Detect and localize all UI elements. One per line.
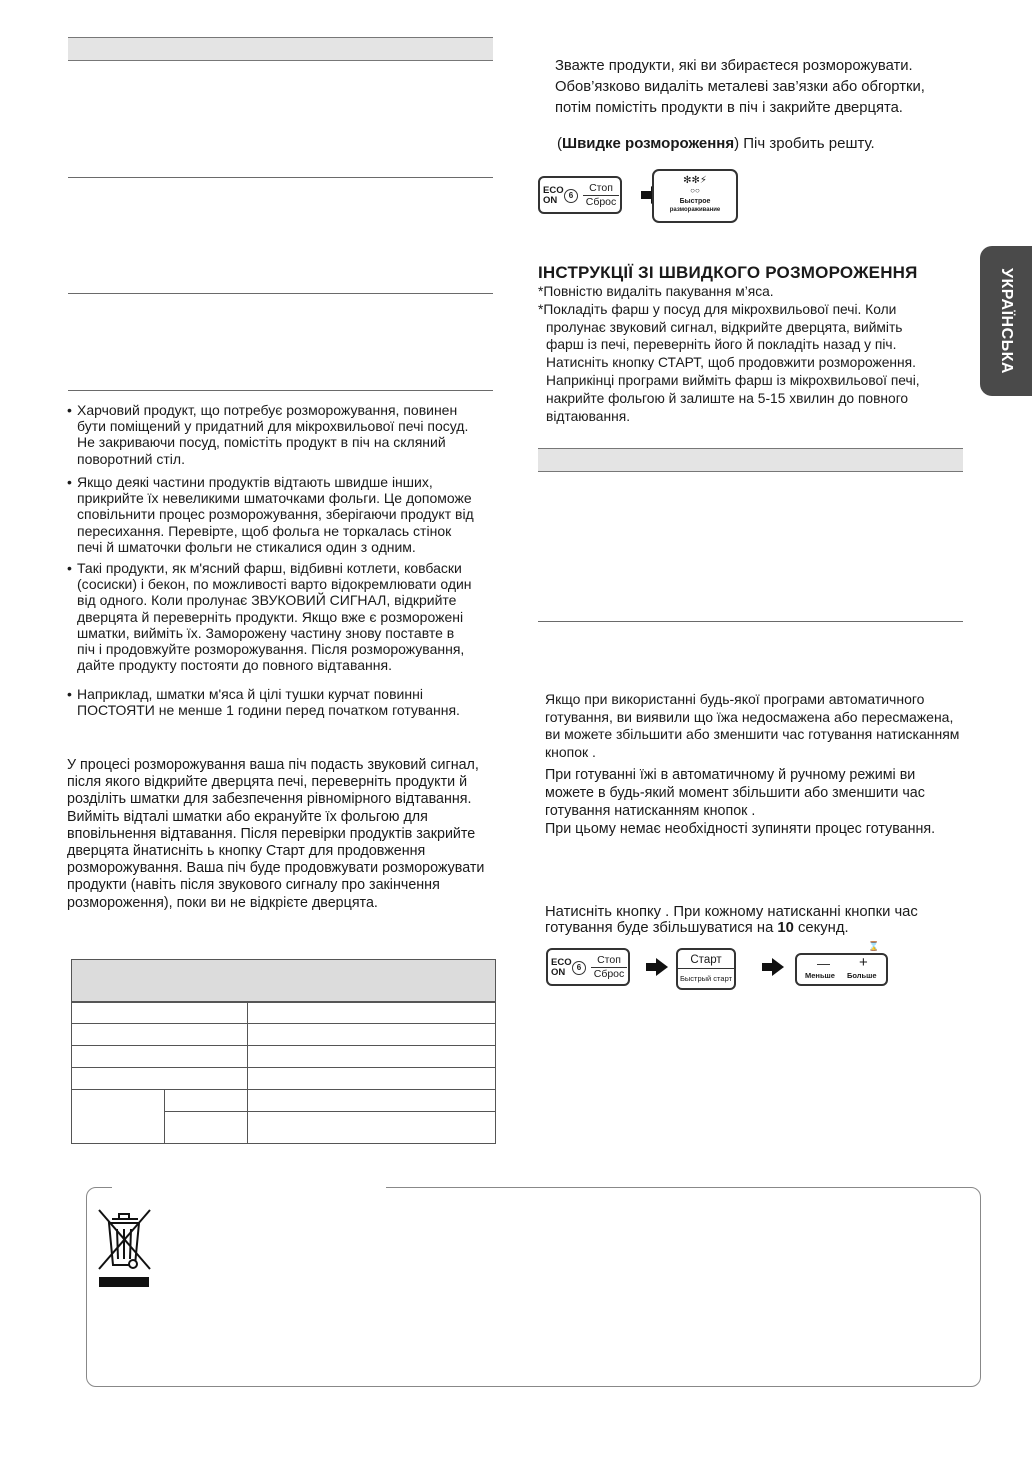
no-stop-note: При цьому немає необхідності зупиняти процес готування. [545, 821, 936, 837]
intro-paragraph [555, 56, 925, 119]
tip-line: піч і продовжуйте розморожування. Після розморожування, [77, 641, 465, 658]
instruction-line: *Повністю видаліть пакування м’яса. [538, 284, 774, 299]
tip-line: печі й шматочки фольги не стикалися один з одним. [77, 538, 416, 555]
eco-label: ECO ON [543, 185, 564, 206]
paragraph-line: продукти (навіть після звукового сигналу про закінчення [67, 877, 440, 894]
stop-reset-label: Стоп Сброс [591, 954, 627, 980]
tip-line: дверцята й переверніть продукти. Якщо вже є розморожені [77, 608, 464, 625]
quick-defrost-line [557, 135, 875, 152]
paragraph-line: При готуванні їжі в автоматичному й ручному режимі ви [545, 767, 916, 783]
table-row [72, 1046, 496, 1068]
table-row [72, 1068, 496, 1090]
disposal-notice-box [86, 1187, 981, 1387]
less-more-dial[interactable] [795, 953, 888, 986]
paragraph-line: ви можете збільшити або зменшити час готування натисканням [545, 726, 960, 742]
start-button[interactable] [676, 948, 736, 990]
tip-line: поворотний стіл. [77, 450, 185, 467]
paragraph-line: після якого відкрийте дверцята печі, переверніть продукти й [67, 774, 468, 791]
instruction-line: Натисніть кнопку СТАРТ, щоб продовжити розмороження. [546, 355, 916, 371]
table-row [72, 1090, 496, 1112]
quick-defrost-instructions [538, 283, 920, 425]
tip-line: від одного. Коли пролунає ЗВУКОВИЙ СИГНАЛ, відкрийте [77, 592, 457, 609]
eco-stop-button[interactable] [546, 948, 630, 986]
start-label: Старт [678, 954, 734, 969]
tip-line: Не закриваючи посуд, помістіть продукт в піч на скляний [77, 434, 446, 451]
defrost-table [71, 1002, 496, 1144]
paragraph-line: дверцята йнатисніть ь кнопку Старт для продовження [67, 843, 426, 860]
paragraph-line: вповільнення відтавання. Після перевірки продуктів закрийте [67, 825, 476, 842]
press-button-instruction [545, 904, 918, 936]
quick-defrost-label: Быстрое размораживание [669, 198, 721, 213]
language-tab [980, 246, 1032, 396]
paragraph-line: Якщо при використанні будь-якої програми автоматичного [545, 691, 925, 707]
auto-cook-adjust-paragraph [545, 691, 959, 761]
paragraph-line: готування натисканням кнопок . [545, 802, 756, 819]
bullet-icon: • [67, 474, 72, 490]
paragraph-line: кнопок . [545, 743, 596, 760]
bullet-icon: • [67, 560, 72, 576]
dial-icon: ⌛ [868, 941, 880, 951]
notice-title-gap [112, 1183, 386, 1191]
tip-line: Наприклад, шматки м'яса й цілі тушки курчат повинні [77, 686, 423, 702]
table-row [72, 1003, 496, 1024]
tip-item [67, 560, 472, 674]
tip-line: пересихання. Перевірте, щоб фольга не торкалась стінок [77, 522, 452, 539]
stop-reset-label: Стоп Сброс [583, 182, 619, 208]
tip-line: дайте продукту постояти до повного відтавання. [77, 657, 392, 674]
tip-item [67, 402, 469, 467]
divider [68, 390, 493, 391]
more-label: Больше [847, 971, 877, 980]
eco-icon: 6 [572, 961, 586, 975]
arrow-right-icon [656, 958, 668, 976]
less-label: Меньше [805, 971, 835, 980]
manual-adjust-paragraph [545, 767, 925, 820]
tip-item [67, 474, 474, 555]
paragraph-line: готування, ви виявили що їжа недосмажена або пересмажена, [545, 708, 954, 725]
eco-stop-button[interactable] [538, 176, 622, 214]
paragraph-line: розмороження), поки ви не відкрієте дверцята. [67, 894, 378, 911]
instruction-line: *Покладіть фарш у посуд для мікрохвильової печі. Коли [538, 301, 897, 317]
divider [68, 177, 493, 178]
paragraph-line: розморожування. Ваша піч буде продовжувати розморожувати [67, 860, 485, 877]
quick-start-label: Быстрый старт [679, 974, 733, 983]
intro-line: Зважте продукти, які ви збираєтеся розморожувати. [555, 58, 913, 74]
instruction-line: Наприкінці програми вийміть фарш із мікрохвильової печі, [546, 372, 920, 388]
instruction-line: відтаювання. [546, 408, 631, 424]
quick-defrost-name: Швидке розмороження [562, 135, 735, 152]
bullet-icon: • [67, 402, 72, 418]
table-header-band [71, 959, 496, 1002]
paragraph-line: можете в будь-який момент збільшити або зменшити час [545, 784, 925, 801]
tip-line: Якщо деякі частини продуктів відтають швидше інших, [77, 474, 433, 490]
minus-icon[interactable]: — [817, 956, 830, 971]
paragraph-line: розділіть шматки для забезпечення рівномірного відтавання. [67, 791, 472, 808]
divider [68, 293, 493, 294]
table-row [72, 1024, 496, 1046]
paragraph-line: У процесі розморожування ваша піч подасть звуковий сигнал, [67, 757, 479, 773]
plus-icon[interactable]: + [859, 954, 868, 971]
defrost-process-paragraph [67, 757, 484, 912]
section-header-band [538, 448, 963, 472]
quick-defrost-rest: ) Піч зробить решту. [734, 135, 875, 152]
paragraph-line: Вийміть відталі шматки або екрануйте їх фольгою для [67, 808, 428, 825]
divider [538, 621, 963, 622]
crossed-out-bin-icon [95, 1207, 153, 1289]
tip-item [67, 686, 460, 719]
instruction-line: накрийте фольгою й залиште на 5-15 хвилин до повного [546, 390, 909, 406]
tip-line: сповільнити процес розморожування, зберігаючи продукт від [77, 506, 474, 523]
tip-line: бути поміщений у придатний для мікрохвильової печі посуд. [77, 418, 469, 435]
tip-line: прикрийте їх невеликими шматочками фольги. Це допоможе [77, 490, 472, 507]
tip-line: Харчовий продукт, що потребує розморожування, повинен [77, 402, 458, 418]
paren: ( [557, 135, 562, 152]
tip-line: шматки, вийміть їх. Заморожену частину знову поставте в [77, 624, 455, 641]
eco-icon: 6 [564, 189, 578, 203]
instruction-line: Натисніть кнопку . При кожному натисканні кнопки час [545, 904, 918, 920]
eco-label: ECO ON [551, 957, 572, 978]
snowflake-drops-icon: ✻✻⚡ ○○ [683, 175, 707, 195]
quick-defrost-button[interactable] [652, 169, 738, 223]
bullet-icon: • [67, 686, 72, 702]
intro-line: Обов’язково видаліть металеві зав’язки або обгортки, [555, 79, 925, 95]
instruction-line: готування буде збільшуватися на 10 секунд. [545, 920, 849, 936]
tip-line: Такі продукти, як м'ясний фарш, відбивні котлети, ковбаски [77, 560, 462, 576]
instruction-line: фарш із печі, переверніть його й покладіть назад у піч. [546, 337, 897, 353]
language-tab-label: УКРАЇНСЬКА [998, 268, 1015, 374]
tip-line: ПОСТОЯТИ не менше 1 години перед початком готування. [77, 702, 460, 719]
arrow-right-icon [772, 958, 784, 976]
tip-line: (сосиски) і бекон, по можливості варто відокремлювати один [77, 576, 472, 593]
section-header-band [68, 37, 493, 61]
instruction-line: пролунає звуковий сигнал, відкрийте дверцята, вийміть [546, 319, 903, 335]
quick-defrost-heading: ІНСТРУКЦІЇ ЗІ ШВИДКОГО РОЗМОРОЖЕННЯ [538, 263, 918, 282]
intro-line: потім помістіть продукти в піч і закрийте дверцята. [555, 100, 903, 116]
